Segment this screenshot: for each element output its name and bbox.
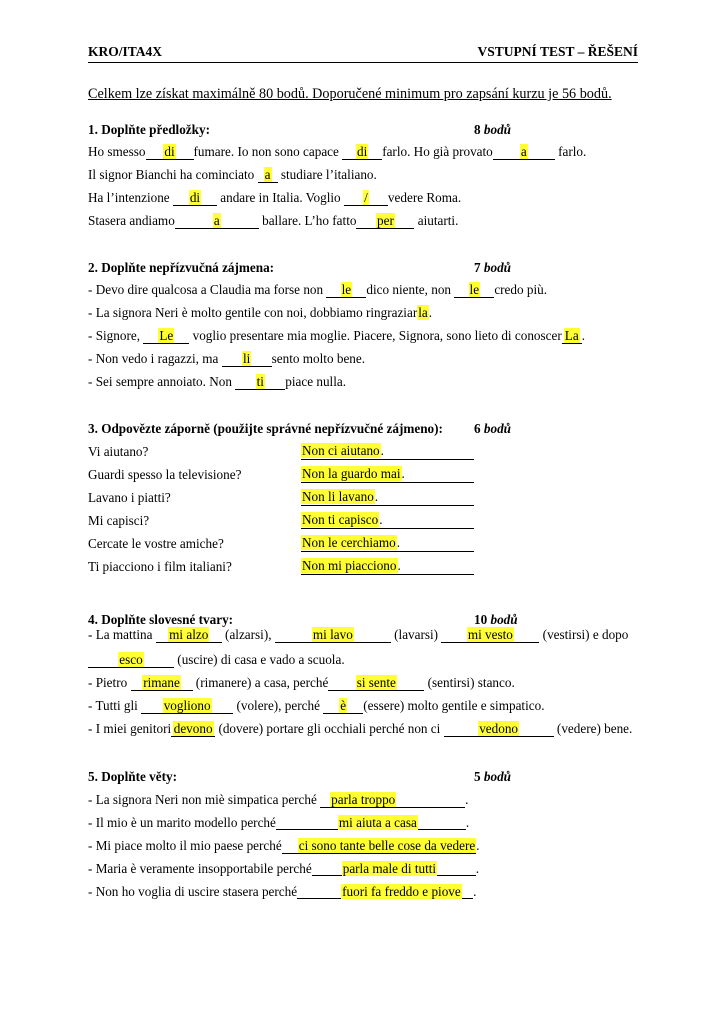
answer: li <box>242 351 251 366</box>
section-3-title: 3. Odpovězte záporně (použijte správné nepřízvučné zájmeno): <box>88 421 443 436</box>
answer-line <box>320 792 465 808</box>
answer: rimane <box>143 675 180 690</box>
section-2-title: 2. Doplňte nepřízvučná zájmena: <box>88 260 275 275</box>
answer: devono <box>173 721 213 736</box>
answer: ci sono tante belle cose da vedere <box>298 838 476 853</box>
answer: vogliono <box>163 698 211 713</box>
question: - Non ho voglia di uscire stasera perché <box>88 884 298 899</box>
section-3-points: 6 bodů <box>474 421 512 436</box>
answer: fuori fa freddo e piove <box>342 884 461 899</box>
answer-line <box>276 815 466 830</box>
question: Cercate le vostre amiche? <box>88 536 224 551</box>
answer: esco <box>119 652 143 667</box>
s1-line-2: Il signor Bianchi ha cominciato a studiare l’italiano. <box>88 167 377 182</box>
answer: mi alzo <box>169 627 209 642</box>
s2-line-5: - Sei sempre annoiato. Non ti piace nulla. <box>88 374 347 389</box>
answer: vedono <box>479 721 519 736</box>
s5-row: - La signora Neri non miè simpatica perché parla troppo . <box>88 792 469 807</box>
answer: parla troppo <box>331 792 396 807</box>
answer: / <box>364 190 368 205</box>
question: Lavano i piatti? <box>88 490 171 505</box>
answer: Non ci aiutano <box>302 443 380 458</box>
answer: per <box>377 213 394 228</box>
s4-line-5: - I miei genitori devono (dovere) portare gli occhiali perché non ci vedono (vedere) bene. <box>88 721 633 736</box>
answer: parla male di tutti <box>342 861 437 876</box>
question: - La signora Neri non miè simpatica perché <box>88 792 321 807</box>
answer: di <box>357 144 368 159</box>
question: - Mi piace molto il mio paese perché <box>88 838 282 853</box>
section-1-title: 1. Doplňte předložky: <box>88 122 210 137</box>
answer: Non la guardo mai <box>302 466 401 481</box>
answer: le <box>469 282 480 297</box>
question: Mi capisci? <box>88 513 150 528</box>
answer: Non ti capisco <box>302 512 379 527</box>
s2-line-4: - Non vedo i ragazzi, ma li sento molto bene. <box>88 351 366 366</box>
answer: a <box>520 144 527 159</box>
s5-row: - Mi piace molto il mio paese perché ci sono tante belle cose da vedere. <box>88 838 480 853</box>
test-title: VSTUPNÍ TEST – ŘEŠENÍ <box>477 44 638 59</box>
s4-line-3: - Pietro rimane (rimanere) a casa, perché si sente (sentirsi) stanco. <box>88 675 515 690</box>
answer-line <box>297 884 473 899</box>
answer: Le <box>159 328 174 343</box>
s2-line-2: - La signora Neri è molto gentile con noi, dobbiamo ringraziarla. <box>88 305 433 320</box>
answer: la <box>418 305 428 320</box>
question: Ti piacciono i film italiani? <box>88 559 232 574</box>
answer: di <box>164 144 175 159</box>
answer: si sente <box>356 675 396 690</box>
s2-line-1: - Devo dire qualcosa a Claudia ma forse non le dico niente, non le credo più. <box>88 282 548 297</box>
answer-line <box>282 838 477 854</box>
question: Vi aiutano? <box>88 444 149 459</box>
answer-line: Non la guardo mai. <box>301 466 474 483</box>
section-5-title: 5. Doplňte věty: <box>88 769 178 784</box>
answer: le <box>341 282 352 297</box>
s1-line-3: Ha l’intenzione di andare in Italia. Voglio / vedere Roma. <box>88 190 462 205</box>
answer-line: Non mi piacciono. <box>301 558 474 575</box>
answer: mi aiuta a casa <box>338 815 417 830</box>
answer-line: Non ti capisco. <box>301 512 474 529</box>
answer: a <box>264 167 271 182</box>
s4-line-4: - Tutti gli vogliono (volere), perché è (essere) molto gentile e simpatico. <box>88 698 545 713</box>
answer: di <box>189 190 201 205</box>
s4-line-1: - La mattina mi alzo (alzarsi), mi lavo (lavarsi) mi vesto (vestirsi) e dopo <box>88 627 629 642</box>
answer: è <box>340 698 347 713</box>
s1-line-1: Ho smesso di fumare. Io non sono capace di farlo. Ho già provato a farlo. <box>88 144 587 159</box>
answer: a <box>213 213 220 228</box>
answer: mi vesto <box>467 627 513 642</box>
answer: ti <box>256 374 264 389</box>
answer-line: Non ci aiutano. <box>301 443 474 460</box>
question: Guardi spesso la televisione? <box>88 467 242 482</box>
section-5-points: 5 bodů <box>474 769 512 784</box>
page-header <box>88 44 638 63</box>
s5-row: - Il mio è un marito modello perché mi aiuta a casa . <box>88 815 470 830</box>
s2-line-3: - Signore, Le voglio presentare mia moglie. Piacere, Signora, sono lieto di conoscer La . <box>88 328 586 343</box>
answer: La <box>564 328 579 343</box>
course-code: KRO/ITA4X <box>88 44 163 59</box>
section-4-points: 10 bodů <box>474 612 518 627</box>
section-2-points: 7 bodů <box>474 260 512 275</box>
answer-line: Non li lavano. <box>301 489 474 506</box>
s4-line-2: esco (uscire) di casa e vado a scuola. <box>88 652 345 668</box>
section-4-title: 4. Doplňte slovesné tvary: <box>88 612 234 627</box>
section-1-points: 8 bodů <box>474 122 512 137</box>
intro-text: Celkem lze získat maximálně 80 bodů. Doporučené minimum pro zapsání kurzu je 56 bodů. <box>88 86 612 102</box>
s5-row: - Non ho voglia di uscire stasera perché fuori fa freddo e piove . <box>88 884 477 899</box>
answer-line: Non le cerchiamo. <box>301 535 474 552</box>
answer: Non mi piacciono <box>302 558 397 573</box>
answer: Non li lavano <box>302 489 374 504</box>
question: - Maria è veramente insopportabile perché <box>88 861 312 876</box>
answer-line <box>312 861 476 876</box>
s1-line-4: Stasera andiamo a ballare. L’ho fatto per aiutarti. <box>88 213 459 228</box>
answer: Non le cerchiamo <box>302 535 396 550</box>
question: - Il mio è un marito modello perché <box>88 815 276 830</box>
s5-row: - Maria è veramente insopportabile perché parla male di tutti . <box>88 861 480 876</box>
answer: mi lavo <box>312 627 353 642</box>
